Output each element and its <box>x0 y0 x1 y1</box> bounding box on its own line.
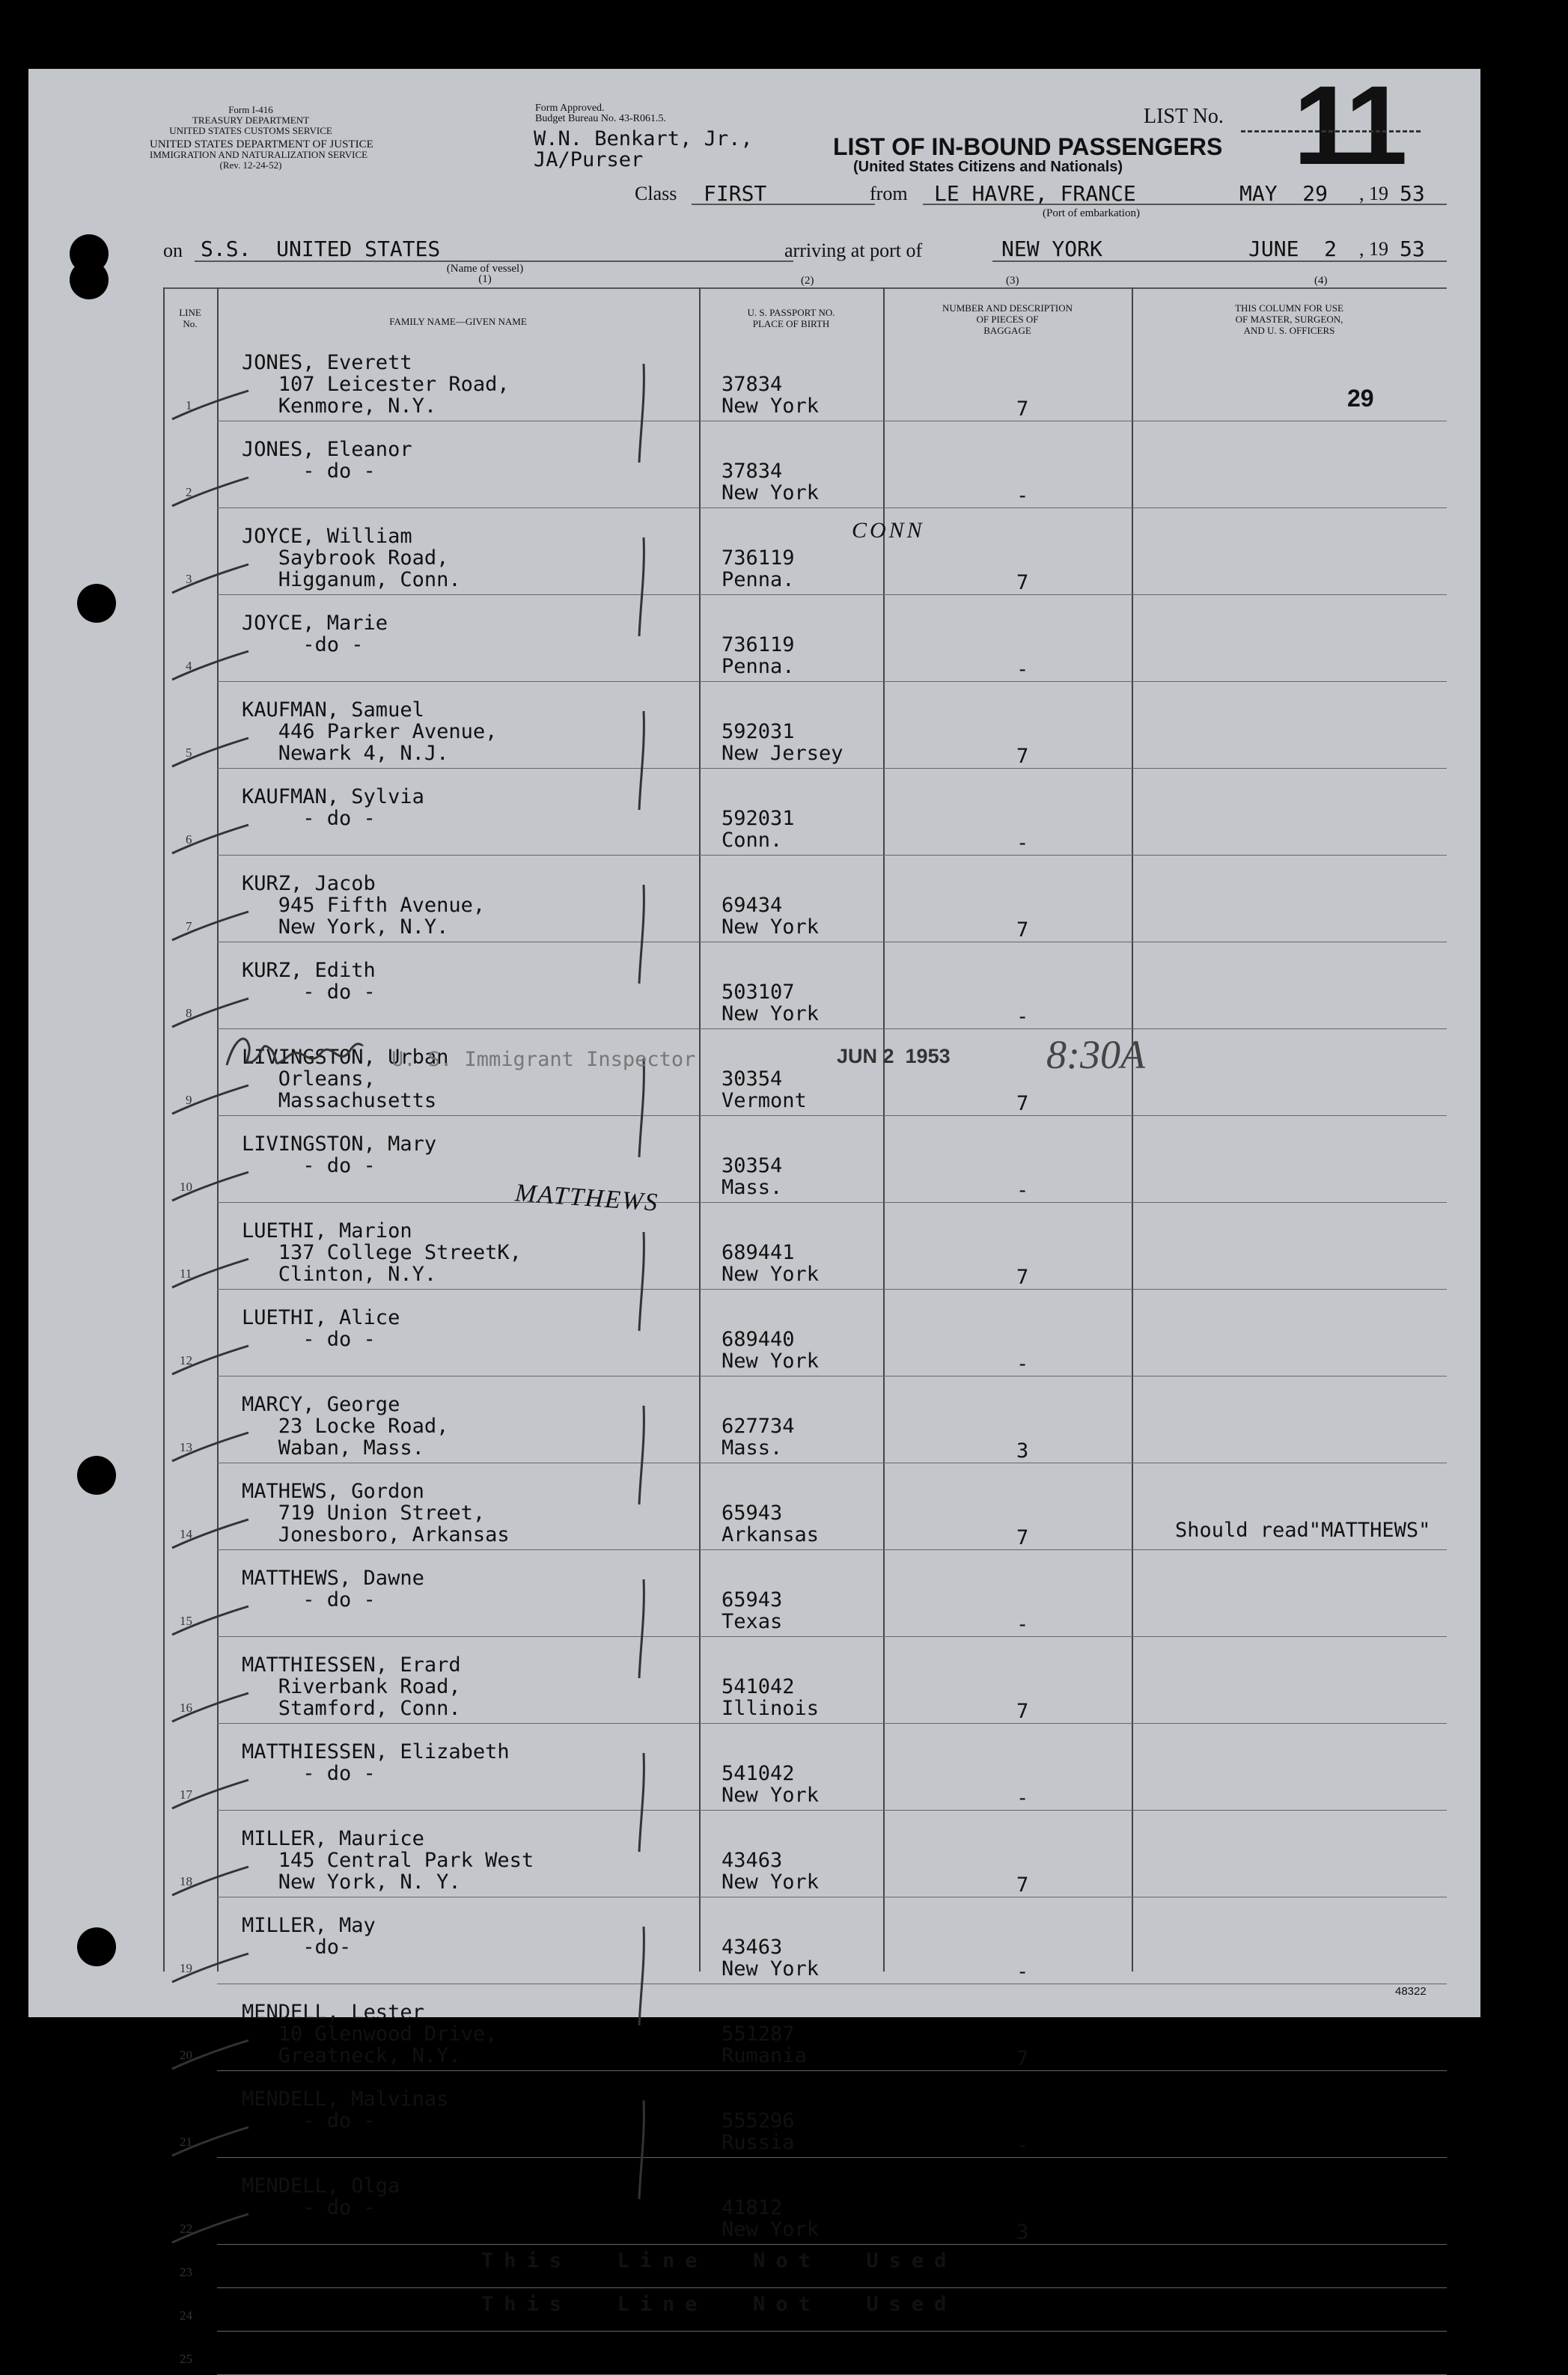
purser-block <box>534 129 753 171</box>
row-rule <box>217 2287 1447 2288</box>
officer-note: Should read"MATTHEWS" <box>1175 1519 1431 1542</box>
passenger-name-cell <box>242 612 388 656</box>
budget-bureau-line: Budget Bureau No. 43-R061.5. <box>535 113 666 124</box>
arrival-year: 53 <box>1400 237 1425 261</box>
passenger-address-line: - do - <box>242 2109 376 2132</box>
pen-bracket-mark <box>635 2097 650 2202</box>
passenger-address-line: Clinton, N.Y. <box>242 1263 437 1286</box>
passenger-address-line: Greatneck, N.Y. <box>242 2044 461 2067</box>
baggage-count: - <box>1016 484 1029 507</box>
passport-number: 65943 <box>722 1588 783 1612</box>
passport-number: 592031 <box>722 720 795 743</box>
inspector-stamp-text: U. S. Immigrant Inspector <box>391 1048 696 1071</box>
pen-bracket-mark <box>635 882 650 987</box>
treasury-dept: TREASURY DEPARTMENT <box>192 115 310 126</box>
passenger-address-line: Newark 4, N.J. <box>242 742 449 765</box>
arrival-year-prefix: , 19 <box>1359 238 1388 260</box>
place-of-birth: New York <box>722 394 820 418</box>
place-of-birth: New York <box>722 1263 820 1286</box>
place-of-birth: New Jersey <box>722 742 844 765</box>
handwritten-tally: 29 <box>1347 385 1374 412</box>
baggage-count: 7 <box>1016 1092 1029 1115</box>
row-rule <box>217 1115 1447 1116</box>
passenger-name-cell <box>242 1307 400 1350</box>
passenger-address-line: - do - <box>242 2196 376 2219</box>
check-tick-mark <box>169 909 251 946</box>
inspector-signature <box>219 1024 369 1076</box>
list-no-label: LIST No. <box>1144 105 1224 128</box>
pen-bracket-mark <box>635 1924 650 2028</box>
line-number: 5 <box>186 746 192 760</box>
col-number-2: (2) <box>801 275 814 287</box>
check-tick-mark <box>169 1951 251 1988</box>
passport-number: 503107 <box>722 981 795 1004</box>
check-tick-mark <box>169 2124 251 2162</box>
baggage-count: - <box>1016 1613 1029 1636</box>
passenger-address-line: - do - <box>242 1762 376 1785</box>
pen-bracket-mark <box>635 534 650 639</box>
place-of-birth: New York <box>722 2218 820 2241</box>
passenger-name-cell <box>242 2001 497 2067</box>
line-number: 12 <box>180 1353 192 1368</box>
document-title: LIST OF IN-BOUND PASSENGERS <box>833 133 1223 160</box>
check-tick-mark <box>169 388 251 425</box>
passenger-address-line: -do - <box>242 633 364 656</box>
row-rule <box>217 2070 1447 2071</box>
line-number: 3 <box>186 572 192 586</box>
passenger-address-line: 145 Central Park West <box>242 1849 534 1872</box>
passenger-family-given-name: MATHEWS, Gordon <box>242 1480 424 1503</box>
passenger-name-cell <box>242 1481 510 1546</box>
baggage-count: 3 <box>1016 1439 1029 1463</box>
passenger-address-line: Orleans, <box>242 1067 376 1091</box>
line-number: 24 <box>180 2308 192 2323</box>
passenger-address-line: New York, N. Y. <box>242 1871 461 1894</box>
header-passport: U. S. PASSPORT NO. PLACE OF BIRTH <box>747 307 835 329</box>
embark-port: LE HAVRE, FRANCE <box>934 181 1136 206</box>
from-underline <box>923 204 1447 205</box>
place-of-birth: New York <box>722 1350 820 1373</box>
place-of-birth: New York <box>722 1002 820 1025</box>
baggage-count: - <box>1016 1787 1029 1810</box>
passport-number: 41812 <box>722 2196 783 2219</box>
passenger-address-line: Kenmore, N.Y. <box>242 394 437 418</box>
passenger-name-cell <box>242 960 376 1003</box>
line-number: 13 <box>180 1440 192 1454</box>
row-rule <box>217 2331 1447 2332</box>
baggage-count: - <box>1016 1179 1029 1202</box>
vessel-name: S.S. UNITED STATES <box>201 237 441 261</box>
passenger-address-line: Jonesboro, Arkansas <box>242 1523 510 1546</box>
check-tick-mark <box>169 1169 251 1207</box>
passenger-address-line: - do - <box>242 807 376 830</box>
passenger-name-cell <box>242 352 510 417</box>
check-tick-mark <box>169 475 251 512</box>
binder-hole <box>70 260 109 299</box>
vessel-caption <box>403 263 567 284</box>
line-number: 6 <box>186 832 192 847</box>
purser-title: JA/Purser <box>534 148 644 171</box>
passenger-family-given-name: LUETHI, Alice <box>242 1306 400 1329</box>
passenger-address-line: -do- <box>242 1936 352 1959</box>
passenger-address-line: Massachusetts <box>242 1089 437 1112</box>
line-number: 16 <box>180 1701 192 1715</box>
passenger-family-given-name: MATTHIESSEN, Erard <box>242 1653 461 1677</box>
handwritten-matthews: MATTHEWS <box>513 1179 660 1217</box>
place-of-birth: Arkansas <box>722 1523 820 1546</box>
binder-hole <box>77 1927 116 1966</box>
passenger-address-line: 446 Parker Avenue, <box>242 720 498 743</box>
passenger-family-given-name: MENDELL, Olga <box>242 2174 400 2198</box>
passenger-family-given-name: LIVINGSTON, Urban <box>242 1046 449 1069</box>
passport-number: 689440 <box>722 1328 795 1351</box>
passenger-family-given-name: KURZ, Edith <box>242 959 376 982</box>
place-of-birth: Mass. <box>722 1176 783 1199</box>
passenger-name-cell <box>242 2088 448 2132</box>
passenger-address-line: Saybrook Road, <box>242 546 449 570</box>
baggage-count: 7 <box>1016 1526 1029 1549</box>
check-tick-mark <box>169 2211 251 2249</box>
place-of-birth: Russia <box>722 2131 795 2154</box>
check-tick-mark <box>169 1603 251 1641</box>
table-left-border <box>163 287 165 1972</box>
place-of-birth: Mass. <box>722 1436 783 1460</box>
passenger-address-line: - do - <box>242 1588 376 1612</box>
passport-number: 30354 <box>722 1154 783 1177</box>
arrival-port: NEW YORK <box>1001 237 1102 261</box>
check-tick-mark <box>169 1082 251 1120</box>
stamp-date: JUN 2 1953 <box>837 1045 951 1067</box>
passenger-name-cell <box>242 2175 400 2219</box>
passenger-name-cell <box>242 525 461 591</box>
passenger-name-cell <box>242 1567 424 1611</box>
list-number: 11 <box>1293 62 1403 188</box>
passenger-name-cell <box>242 873 485 938</box>
passport-number: 30354 <box>722 1067 783 1091</box>
passenger-name-cell <box>242 1133 436 1177</box>
row-rule <box>217 1028 1447 1029</box>
passenger-family-given-name: MATTHIESSEN, Elizabeth <box>242 1740 510 1763</box>
line-number: 11 <box>180 1266 192 1281</box>
pen-bracket-mark <box>635 1403 650 1507</box>
vessel-underline <box>195 260 793 262</box>
passenger-family-given-name: KURZ, Jacob <box>242 872 376 895</box>
passenger-address-line: Stamford, Conn. <box>242 1697 461 1720</box>
passenger-address-line: Higganum, Conn. <box>242 568 461 591</box>
passenger-name-cell <box>242 1394 448 1459</box>
line-number: 2 <box>186 485 192 499</box>
passenger-family-given-name: LIVINGSTON, Mary <box>242 1132 437 1156</box>
passenger-name-cell <box>242 439 412 482</box>
binder-hole <box>77 1456 116 1495</box>
pen-bracket-mark <box>635 1750 650 1855</box>
passenger-address-line: New York, N.Y. <box>242 915 449 939</box>
header-line-no: LINE No. <box>179 307 201 329</box>
passenger-name-cell <box>242 1828 534 1893</box>
line-number: 23 <box>180 2265 192 2279</box>
line-number: 8 <box>186 1006 192 1020</box>
passenger-address-line: - do - <box>242 1328 376 1351</box>
baggage-count: - <box>1016 1005 1029 1028</box>
header-officers: THIS COLUMN FOR USE OF MASTER, SURGEON, AND U. S. OFFICERS <box>1235 302 1343 336</box>
revision-date: (Rev. 12-24-52) <box>219 159 282 171</box>
line-number: 25 <box>180 2352 192 2366</box>
place-of-birth: Penna. <box>722 655 795 678</box>
baggage-count: 7 <box>1016 1700 1029 1723</box>
name-divider <box>699 287 701 1972</box>
line-number: 15 <box>180 1614 192 1628</box>
baggage-count: - <box>1016 1960 1029 1984</box>
line-number: 9 <box>186 1093 192 1107</box>
approval-block <box>535 103 666 124</box>
baggage-count: 7 <box>1016 918 1029 942</box>
passenger-name-cell <box>242 1741 510 1784</box>
passport-number: 551287 <box>722 2022 795 2046</box>
place-of-birth: Penna. <box>722 568 795 591</box>
baggage-count: - <box>1016 658 1029 681</box>
form-number: Form I-416 <box>228 104 273 115</box>
baggage-count: 7 <box>1016 1266 1029 1289</box>
pen-bracket-mark <box>635 1055 650 1160</box>
embark-date: MAY 29 <box>1239 181 1328 206</box>
passport-number: 555296 <box>722 2109 795 2132</box>
header-name: FAMILY NAME—GIVEN NAME <box>389 316 527 327</box>
place-of-birth: Conn. <box>722 829 783 852</box>
passport-number: 592031 <box>722 807 795 830</box>
passenger-address-line: 719 Union Street, <box>242 1501 486 1525</box>
passenger-family-given-name: JONES, Eleanor <box>242 438 412 461</box>
embark-year-prefix: , 19 <box>1359 183 1388 204</box>
passenger-family-given-name: MILLER, Maurice <box>242 1827 424 1850</box>
justice-dept: UNITED STATES DEPARTMENT OF JUSTICE <box>150 138 373 150</box>
baggage-count: 7 <box>1016 2047 1029 2070</box>
line-number: 7 <box>186 919 192 933</box>
ins-service: IMMIGRATION AND NATURALIZATION SERVICE <box>150 149 368 160</box>
table-top-border <box>163 287 1447 289</box>
passenger-name-cell <box>242 786 424 829</box>
place-of-birth: New York <box>722 481 820 504</box>
passport-number: 541042 <box>722 1675 795 1698</box>
col-number-4: (4) <box>1314 275 1328 287</box>
passenger-address-line: 10 Glenwood Drive, <box>242 2022 498 2046</box>
passport-number: 65943 <box>722 1501 783 1525</box>
passenger-family-given-name: MENDELL, Lester <box>242 2001 424 2024</box>
place-of-birth: Rumania <box>722 2044 807 2067</box>
passenger-name-cell <box>242 1915 376 1958</box>
passenger-family-given-name: MATTHEWS, Dawne <box>242 1567 424 1590</box>
place-of-birth: Texas <box>722 1610 783 1633</box>
passenger-family-given-name: MILLER, May <box>242 1914 376 1937</box>
passenger-address-line: - do - <box>242 1154 376 1177</box>
purser-name: W.N. Benkart, Jr., <box>534 127 753 150</box>
row-rule <box>217 507 1447 508</box>
pen-bracket-mark <box>635 1229 650 1334</box>
baggage-count: 7 <box>1016 1874 1029 1897</box>
passenger-address-line: Waban, Mass. <box>242 1436 424 1460</box>
check-tick-mark <box>169 2037 251 2075</box>
line-number: 19 <box>180 1961 192 1975</box>
row-rule <box>217 2244 1447 2245</box>
form-id-block <box>150 104 373 171</box>
passport-number: 736119 <box>722 546 795 570</box>
baggage-count: 7 <box>1016 571 1029 594</box>
passport-number: 37834 <box>722 373 783 396</box>
passport-number: 736119 <box>722 633 795 656</box>
arrival-underline <box>992 260 1447 262</box>
passenger-name-cell <box>242 1220 522 1285</box>
passenger-family-given-name: JONES, Everett <box>242 351 412 374</box>
passport-number: 37834 <box>722 460 783 483</box>
line-number: 17 <box>180 1787 192 1802</box>
handwritten-conn: CONN <box>852 518 925 543</box>
pen-bracket-mark <box>635 361 650 466</box>
place-of-birth: New York <box>722 915 820 939</box>
row-rule <box>217 1723 1447 1724</box>
line-number: 10 <box>180 1180 192 1194</box>
baggage-count: 7 <box>1016 745 1029 768</box>
from-label: from <box>870 183 908 204</box>
passport-number: 627734 <box>722 1415 795 1438</box>
pen-bracket-mark <box>635 708 650 813</box>
check-tick-mark <box>169 648 251 686</box>
embark-year: 53 <box>1400 181 1425 206</box>
passenger-name-cell <box>242 699 497 764</box>
class-underline <box>692 204 875 205</box>
handwritten-time: 8:30A <box>1046 1032 1145 1077</box>
check-tick-mark <box>169 1256 251 1293</box>
class-value: FIRST <box>704 181 767 206</box>
row-rule <box>217 1810 1447 1811</box>
header-baggage: NUMBER AND DESCRIPTION OF PIECES OF BAGGAGE <box>942 302 1073 336</box>
passenger-family-given-name: MARCY, George <box>242 1393 400 1416</box>
class-label: Class <box>635 183 677 204</box>
passport-number: 689441 <box>722 1241 795 1264</box>
customs-service: UNITED STATES CUSTOMS SERVICE <box>169 125 332 136</box>
vessel-caption-text: (Name of vessel) <box>446 263 524 275</box>
check-tick-mark <box>169 1516 251 1554</box>
baggage-divider <box>1132 287 1133 1972</box>
port-embark-caption: (Port of embarkation) <box>1043 207 1140 219</box>
list-no-underline <box>1241 130 1421 132</box>
line-number: 20 <box>180 2048 192 2062</box>
place-of-birth: Vermont <box>722 1089 807 1112</box>
binder-hole <box>77 584 116 623</box>
check-tick-mark <box>169 561 251 599</box>
passenger-name-cell <box>242 1654 461 1719</box>
row-rule <box>217 681 1447 682</box>
pen-bracket-mark <box>635 1576 650 1681</box>
passenger-address-line: 23 Locke Road, <box>242 1415 449 1438</box>
baggage-count: 3 <box>1016 2221 1029 2244</box>
check-tick-mark <box>169 1343 251 1380</box>
baggage-count: - <box>1016 1353 1029 1376</box>
passenger-family-given-name: KAUFMAN, Sylvia <box>242 785 424 808</box>
row-rule <box>217 1289 1447 1290</box>
document-subtitle: (United States Citizens and Nationals) <box>853 159 1123 175</box>
passenger-family-given-name: KAUFMAN, Samuel <box>242 698 424 722</box>
arriving-label: arriving at port of <box>784 240 923 261</box>
place-of-birth: New York <box>722 1957 820 1981</box>
on-label: on <box>163 240 183 261</box>
line-number: 4 <box>186 659 192 673</box>
passport-number: 541042 <box>722 1762 795 1785</box>
passenger-address-line: 137 College StreetK, <box>242 1241 522 1264</box>
vessel-caption-num: (1) <box>478 273 492 285</box>
approval-line: Form Approved. <box>535 103 605 114</box>
check-tick-mark <box>169 735 251 772</box>
place-of-birth: New York <box>722 1871 820 1894</box>
arrival-date: JUNE 2 <box>1248 237 1337 261</box>
line-number: 22 <box>180 2222 192 2236</box>
check-tick-mark <box>169 1777 251 1814</box>
row-rule <box>217 1636 1447 1637</box>
baggage-count: - <box>1016 832 1029 855</box>
check-tick-mark <box>169 1690 251 1728</box>
passenger-list-sheet <box>28 62 1480 2366</box>
line-not-used-text: This Line Not Used <box>481 2249 957 2272</box>
place-of-birth: Illinois <box>722 1697 820 1720</box>
place-of-birth: New York <box>722 1784 820 1807</box>
passenger-family-given-name: JOYCE, William <box>242 525 412 548</box>
passenger-address-line: Riverbank Road, <box>242 1675 461 1698</box>
col-number-3: (3) <box>1006 275 1019 287</box>
line-number: 1 <box>186 398 192 412</box>
line-number: 14 <box>180 1527 192 1541</box>
passport-number: 43463 <box>722 1936 783 1959</box>
check-tick-mark <box>169 1864 251 1901</box>
line-number: 18 <box>180 1874 192 1888</box>
line-number: 21 <box>180 2135 192 2149</box>
passenger-family-given-name: JOYCE, Marie <box>242 612 388 635</box>
row-rule <box>217 1549 1447 1550</box>
row-rule <box>217 1202 1447 1203</box>
baggage-count: - <box>1016 2134 1029 2157</box>
line-not-used-text: This Line Not Used <box>481 2293 957 2316</box>
check-tick-mark <box>169 822 251 859</box>
passenger-address-line: 945 Fifth Avenue, <box>242 894 486 917</box>
row-rule <box>217 768 1447 769</box>
passenger-address-line: - do - <box>242 981 376 1004</box>
check-tick-mark <box>169 1430 251 1467</box>
passenger-address-line: - do - <box>242 460 376 483</box>
passenger-family-given-name: LUETHI, Marion <box>242 1219 412 1243</box>
passenger-address-line: 107 Leicester Road, <box>242 373 510 396</box>
footer-code: 48322 <box>1395 1985 1427 1998</box>
passenger-family-given-name: MENDELL, Malvinas <box>242 2088 449 2111</box>
row-rule <box>217 855 1447 856</box>
passport-number: 69434 <box>722 894 783 917</box>
row-rule <box>217 2157 1447 2158</box>
row-rule <box>217 594 1447 595</box>
passport-number: 43463 <box>722 1849 783 1872</box>
baggage-count: 7 <box>1016 397 1029 421</box>
